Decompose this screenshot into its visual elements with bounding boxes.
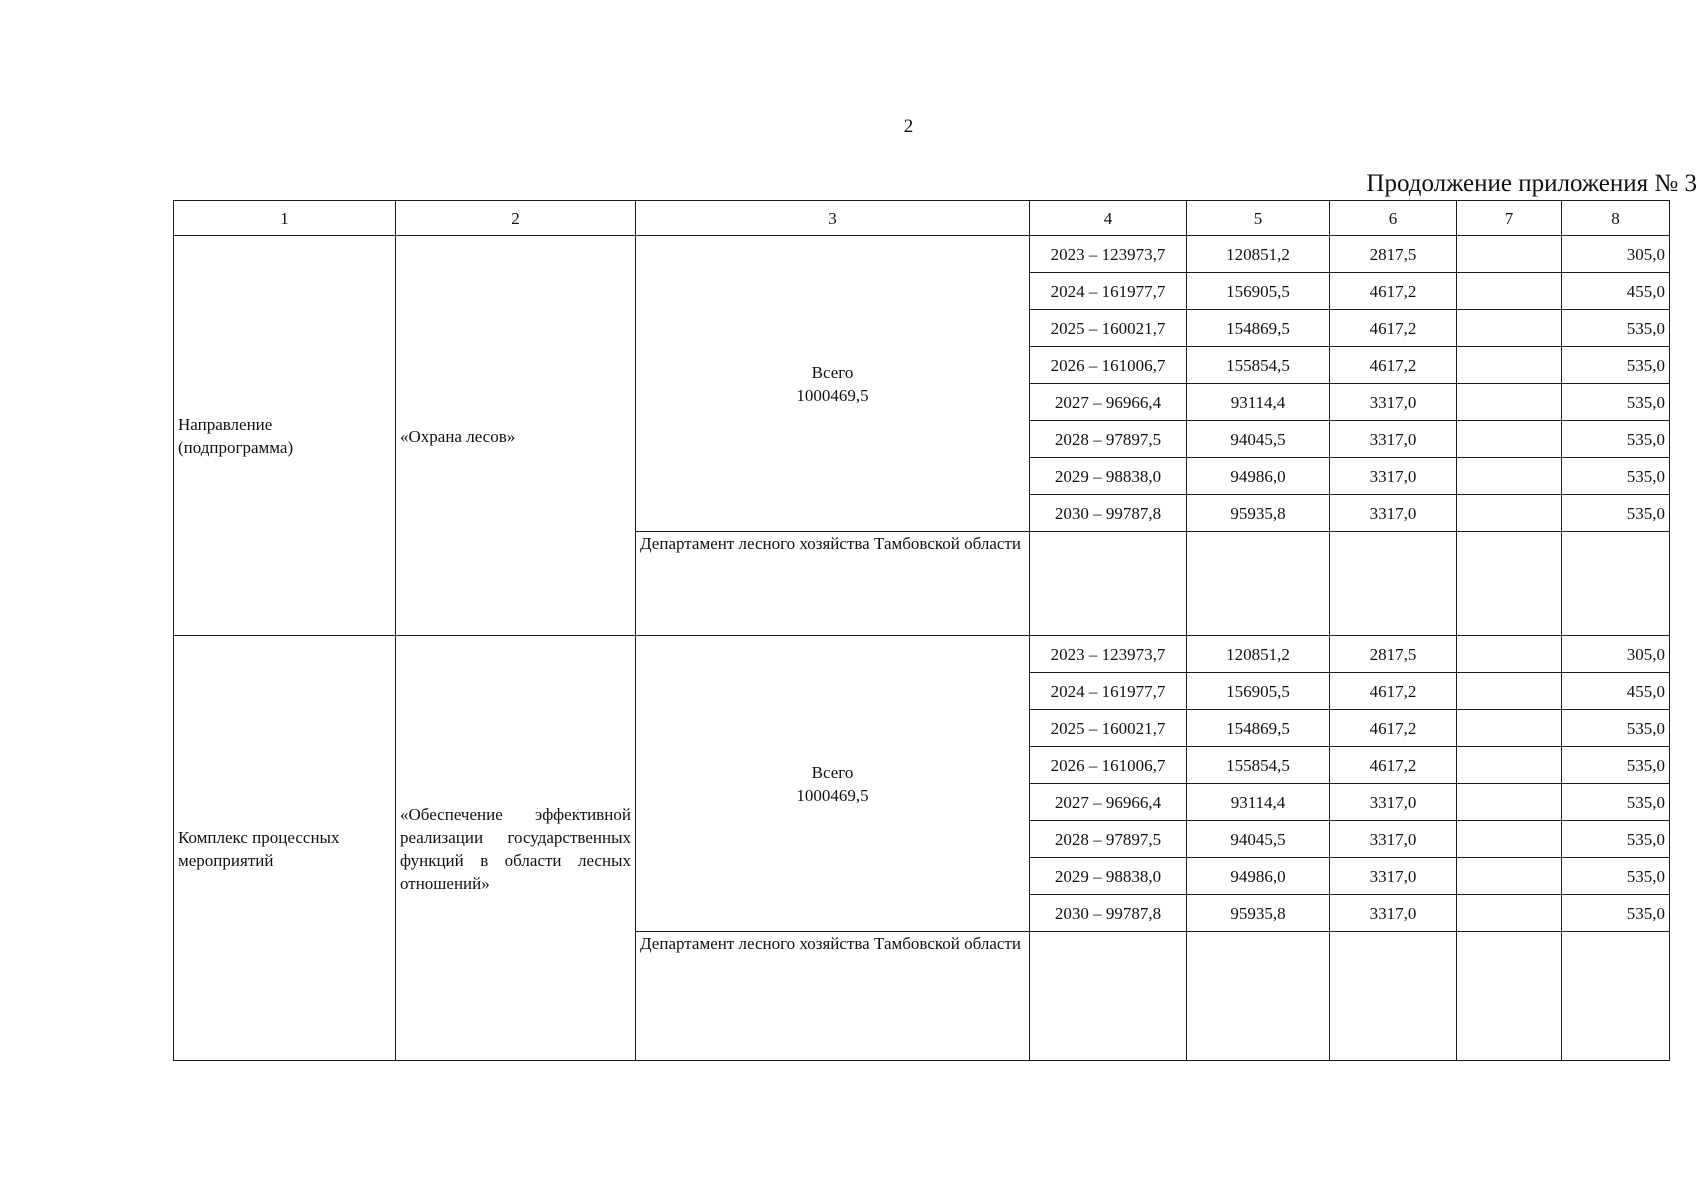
value-cell-c6: 3317,0 — [1330, 384, 1457, 421]
value-cell-c8: 535,0 — [1562, 421, 1670, 458]
column-header: 2 — [396, 201, 636, 236]
value-cell-c4: 2026 – 161006,7 — [1030, 347, 1187, 384]
value-cell-c6: 3317,0 — [1330, 495, 1457, 532]
value-cell-c5: 94986,0 — [1187, 458, 1330, 495]
column-header: 5 — [1187, 201, 1330, 236]
value-cell-c4: 2029 – 98838,0 — [1030, 458, 1187, 495]
value-cell-c7 — [1457, 421, 1562, 458]
value-cell-c4: 2026 – 161006,7 — [1030, 747, 1187, 784]
empty-cell — [1330, 532, 1457, 636]
value-cell-c6: 3317,0 — [1330, 458, 1457, 495]
empty-cell — [1030, 532, 1187, 636]
total-value: 1000469,5 — [796, 786, 869, 805]
value-cell-c7 — [1457, 747, 1562, 784]
value-cell-c6: 2817,5 — [1330, 236, 1457, 273]
total-value: 1000469,5 — [796, 386, 869, 405]
section-type-cell: Комплекс процессных мероприятий — [174, 636, 396, 1061]
continuation-title: Продолжение приложения № 3 — [1366, 170, 1697, 197]
value-cell-c5: 154869,5 — [1187, 710, 1330, 747]
empty-cell — [1030, 932, 1187, 1061]
value-cell-c4: 2030 – 99787,8 — [1030, 495, 1187, 532]
header-row — [174, 201, 1670, 236]
value-cell-c4: 2028 – 97897,5 — [1030, 421, 1187, 458]
value-cell-c8: 535,0 — [1562, 821, 1670, 858]
value-cell-c4: 2024 – 161977,7 — [1030, 273, 1187, 310]
value-cell-c5: 155854,5 — [1187, 347, 1330, 384]
value-cell-c5: 155854,5 — [1187, 747, 1330, 784]
value-cell-c4: 2025 – 160021,7 — [1030, 310, 1187, 347]
value-cell-c6: 3317,0 — [1330, 821, 1457, 858]
value-cell-c4: 2030 – 99787,8 — [1030, 895, 1187, 932]
value-cell-c7 — [1457, 495, 1562, 532]
value-cell-c8: 535,0 — [1562, 747, 1670, 784]
value-cell-c7 — [1457, 858, 1562, 895]
empty-cell — [1457, 532, 1562, 636]
column-header: 7 — [1457, 201, 1562, 236]
value-cell-c8: 535,0 — [1562, 784, 1670, 821]
value-cell-c6: 3317,0 — [1330, 895, 1457, 932]
value-cell-c7 — [1457, 710, 1562, 747]
value-cell-c6: 4617,2 — [1330, 347, 1457, 384]
value-cell-c4: 2027 – 96966,4 — [1030, 784, 1187, 821]
value-cell-c4: 2027 – 96966,4 — [1030, 384, 1187, 421]
column-header: 4 — [1030, 201, 1187, 236]
value-cell-c8: 535,0 — [1562, 895, 1670, 932]
value-cell-c7 — [1457, 821, 1562, 858]
value-cell-c8: 535,0 — [1562, 347, 1670, 384]
value-cell-c6: 3317,0 — [1330, 421, 1457, 458]
column-header: 3 — [636, 201, 1030, 236]
value-cell-c4: 2025 – 160021,7 — [1030, 710, 1187, 747]
value-cell-c8: 455,0 — [1562, 273, 1670, 310]
value-cell-c7 — [1457, 347, 1562, 384]
value-cell-c4: 2024 – 161977,7 — [1030, 673, 1187, 710]
value-cell-c7 — [1457, 673, 1562, 710]
value-cell-c4: 2023 – 123973,7 — [1030, 636, 1187, 673]
empty-cell — [1187, 532, 1330, 636]
value-cell-c6: 4617,2 — [1330, 273, 1457, 310]
value-cell-c7 — [1457, 236, 1562, 273]
value-cell-c5: 94045,5 — [1187, 821, 1330, 858]
value-cell-c7 — [1457, 895, 1562, 932]
value-cell-c7 — [1457, 310, 1562, 347]
column-header: 8 — [1562, 201, 1670, 236]
empty-cell — [1330, 932, 1457, 1061]
value-cell-c8: 305,0 — [1562, 236, 1670, 273]
value-cell-c6: 3317,0 — [1330, 858, 1457, 895]
value-cell-c8: 535,0 — [1562, 710, 1670, 747]
value-cell-c4: 2028 – 97897,5 — [1030, 821, 1187, 858]
value-cell-c8: 535,0 — [1562, 384, 1670, 421]
column-header: 6 — [1330, 201, 1457, 236]
value-cell-c6: 4617,2 — [1330, 747, 1457, 784]
value-cell-c7 — [1457, 273, 1562, 310]
value-cell-c7 — [1457, 784, 1562, 821]
total-label: Всего — [811, 363, 854, 382]
value-cell-c5: 95935,8 — [1187, 895, 1330, 932]
value-cell-c8: 535,0 — [1562, 495, 1670, 532]
section-type-cell: Направление (подпрограмма) — [174, 236, 396, 636]
value-cell-c7 — [1457, 458, 1562, 495]
value-cell-c7 — [1457, 636, 1562, 673]
value-cell-c8: 535,0 — [1562, 310, 1670, 347]
empty-cell — [1457, 932, 1562, 1061]
value-cell-c6: 3317,0 — [1330, 784, 1457, 821]
value-cell-c5: 120851,2 — [1187, 636, 1330, 673]
value-cell-c6: 4617,2 — [1330, 710, 1457, 747]
section-title-cell: «Охрана лесов» — [396, 236, 636, 636]
value-cell-c8: 535,0 — [1562, 458, 1670, 495]
value-cell-c6: 4617,2 — [1330, 310, 1457, 347]
value-cell-c7 — [1457, 384, 1562, 421]
value-cell-c6: 4617,2 — [1330, 673, 1457, 710]
table-row — [174, 636, 1670, 673]
value-cell-c5: 94986,0 — [1187, 858, 1330, 895]
value-cell-c4: 2029 – 98838,0 — [1030, 858, 1187, 895]
department-cell: Департамент лесного хозяйства Тамбовской области — [636, 532, 1030, 636]
empty-cell — [1562, 532, 1670, 636]
value-cell-c5: 154869,5 — [1187, 310, 1330, 347]
column-header: 1 — [174, 201, 396, 236]
value-cell-c6: 2817,5 — [1330, 636, 1457, 673]
empty-cell — [1562, 932, 1670, 1061]
value-cell-c8: 535,0 — [1562, 858, 1670, 895]
total-cell — [636, 236, 1030, 532]
total-label: Всего — [811, 763, 854, 782]
value-cell-c8: 305,0 — [1562, 636, 1670, 673]
page-number: 2 — [903, 116, 914, 137]
value-cell-c5: 156905,5 — [1187, 273, 1330, 310]
value-cell-c8: 455,0 — [1562, 673, 1670, 710]
value-cell-c5: 94045,5 — [1187, 421, 1330, 458]
department-cell: Департамент лесного хозяйства Тамбовской области — [636, 932, 1030, 1061]
section-title-cell: «Обеспечение эффективной реализации государственных функций в области лесных отношений» — [396, 636, 636, 1061]
value-cell-c5: 120851,2 — [1187, 236, 1330, 273]
appendix-table — [173, 200, 1670, 1061]
value-cell-c5: 93114,4 — [1187, 384, 1330, 421]
value-cell-c5: 95935,8 — [1187, 495, 1330, 532]
value-cell-c5: 156905,5 — [1187, 673, 1330, 710]
value-cell-c5: 93114,4 — [1187, 784, 1330, 821]
value-cell-c4: 2023 – 123973,7 — [1030, 236, 1187, 273]
table-row — [174, 236, 1670, 273]
empty-cell — [1187, 932, 1330, 1061]
total-cell — [636, 636, 1030, 932]
